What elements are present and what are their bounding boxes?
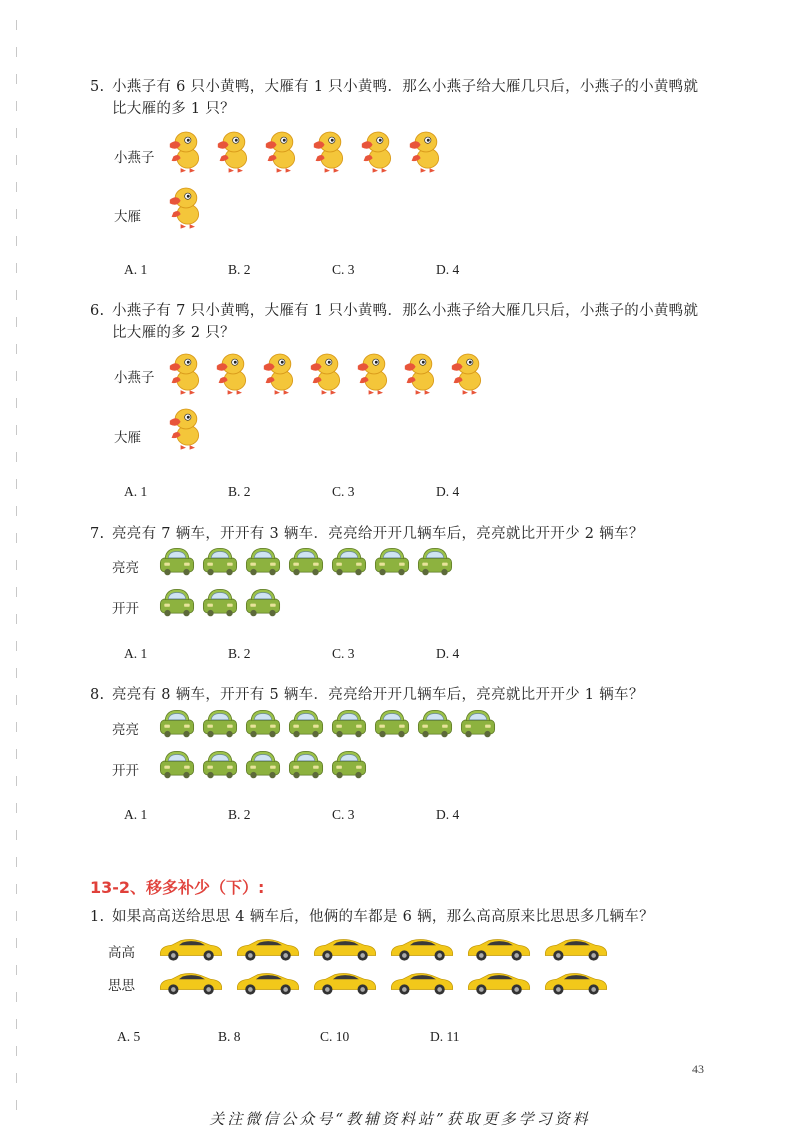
option-b[interactable]: B. 2 bbox=[228, 807, 251, 822]
section-title: 13-2、移多补少（下）: bbox=[90, 878, 265, 897]
green-car-icon bbox=[244, 585, 282, 619]
duck-icon bbox=[215, 350, 251, 396]
question-text-line1: 如果高高送给思思 4 辆车后，他俩的车都是 6 辆，那么高高原来比思思多几辆车？ bbox=[112, 909, 654, 925]
green-car-icon bbox=[244, 544, 282, 578]
green-car-icon bbox=[459, 706, 497, 740]
green-car-icon bbox=[416, 544, 454, 578]
yellow-car-icon bbox=[312, 936, 378, 962]
question-text-line1: 亮亮有 8 辆车，开开有 5 辆车．亮亮给开开几辆车后，亮亮就比开开少 1 辆车？ bbox=[112, 687, 644, 703]
option-b[interactable]: B. 2 bbox=[228, 262, 251, 277]
yellow-car-icon bbox=[158, 936, 224, 962]
option-c[interactable]: C. 3 bbox=[332, 484, 355, 499]
green-car-icon bbox=[201, 747, 239, 781]
question-text-line2: 比大雁的多 1 只？ bbox=[112, 101, 235, 117]
green-car-icon bbox=[330, 706, 368, 740]
question-number: 1. bbox=[90, 909, 105, 925]
row-label: 开开 bbox=[112, 763, 139, 779]
green-car-icon bbox=[244, 706, 282, 740]
option-c[interactable]: C. 10 bbox=[320, 1029, 350, 1044]
green-car-icon bbox=[287, 706, 325, 740]
option-a[interactable]: A. 5 bbox=[117, 1029, 141, 1044]
duck-icon bbox=[168, 184, 204, 230]
green-car-icon bbox=[287, 544, 325, 578]
duck-icon bbox=[262, 350, 298, 396]
green-car-icon bbox=[287, 747, 325, 781]
green-car-icon bbox=[201, 706, 239, 740]
duck-icon bbox=[168, 128, 204, 174]
duck-icon bbox=[264, 128, 300, 174]
option-a[interactable]: A. 1 bbox=[124, 646, 148, 661]
row-label: 高高 bbox=[108, 945, 135, 961]
green-car-icon bbox=[201, 585, 239, 619]
question-number: 8. bbox=[90, 687, 105, 703]
question-text-line1: 亮亮有 7 辆车，开开有 3 辆车．亮亮给开开几辆车后，亮亮就比开开少 2 辆车？ bbox=[112, 526, 644, 542]
option-a[interactable]: A. 1 bbox=[124, 262, 148, 277]
duck-icon bbox=[168, 405, 204, 451]
page-number: 43 bbox=[692, 1062, 704, 1076]
option-c[interactable]: C. 3 bbox=[332, 262, 355, 277]
yellow-car-icon bbox=[543, 936, 609, 962]
yellow-car-icon bbox=[158, 970, 224, 996]
row-label: 小燕子 bbox=[114, 150, 155, 166]
green-car-icon bbox=[244, 747, 282, 781]
option-d[interactable]: D. 11 bbox=[430, 1029, 460, 1044]
green-car-icon bbox=[416, 706, 454, 740]
option-c[interactable]: C. 3 bbox=[332, 646, 355, 661]
row-label: 小燕子 bbox=[114, 370, 155, 386]
yellow-car-icon bbox=[235, 936, 301, 962]
footer-note: 关注微信公众号“教辅资料站”获取更多学习资料 bbox=[209, 1110, 591, 1128]
question-8 bbox=[90, 684, 644, 706]
option-b[interactable]: B. 2 bbox=[228, 484, 251, 499]
duck-icon bbox=[360, 128, 396, 174]
duck-icon bbox=[309, 350, 345, 396]
row-label: 亮亮 bbox=[112, 560, 139, 576]
row-label: 开开 bbox=[112, 601, 139, 617]
green-car-icon bbox=[158, 544, 196, 578]
option-d[interactable]: D. 4 bbox=[436, 484, 460, 499]
green-car-icon bbox=[158, 747, 196, 781]
row-label: 思思 bbox=[108, 978, 135, 994]
section-question-1 bbox=[90, 906, 654, 928]
question-6 bbox=[90, 300, 698, 344]
question-text-line1: 小燕子有 7 只小黄鸭，大雁有 1 只小黄鸭．那么小燕子给大雁几只后，小燕子的小黄鸭就 bbox=[112, 303, 699, 319]
row-label: 亮亮 bbox=[112, 722, 139, 738]
green-car-icon bbox=[158, 706, 196, 740]
option-c[interactable]: C. 3 bbox=[332, 807, 355, 822]
option-d[interactable]: D. 4 bbox=[436, 646, 460, 661]
option-d[interactable]: D. 4 bbox=[436, 262, 460, 277]
option-a[interactable]: A. 1 bbox=[124, 807, 148, 822]
yellow-car-icon bbox=[466, 936, 532, 962]
green-car-icon bbox=[330, 747, 368, 781]
yellow-car-icon bbox=[235, 970, 301, 996]
row-label: 大雁 bbox=[114, 430, 141, 446]
option-b[interactable]: B. 2 bbox=[228, 646, 251, 661]
question-number: 5. bbox=[90, 79, 105, 95]
duck-icon bbox=[450, 350, 486, 396]
yellow-car-icon bbox=[466, 970, 532, 996]
yellow-car-icon bbox=[389, 936, 455, 962]
green-car-icon bbox=[373, 544, 411, 578]
option-b[interactable]: B. 8 bbox=[218, 1029, 241, 1044]
duck-icon bbox=[403, 350, 439, 396]
duck-icon bbox=[168, 350, 204, 396]
row-label: 大雁 bbox=[114, 209, 141, 225]
question-number: 6. bbox=[90, 303, 105, 319]
question-text-line1: 小燕子有 6 只小黄鸭，大雁有 1 只小黄鸭．那么小燕子给大雁几只后，小燕子的小黄鸭就 bbox=[112, 79, 699, 95]
duck-icon bbox=[408, 128, 444, 174]
green-car-icon bbox=[158, 585, 196, 619]
yellow-car-icon bbox=[543, 970, 609, 996]
duck-icon bbox=[356, 350, 392, 396]
binding-holes bbox=[0, 0, 22, 1131]
question-text-line2: 比大雁的多 2 只？ bbox=[112, 325, 235, 341]
option-d[interactable]: D. 4 bbox=[436, 807, 460, 822]
yellow-car-icon bbox=[389, 970, 455, 996]
duck-icon bbox=[312, 128, 348, 174]
question-number: 7. bbox=[90, 526, 105, 542]
green-car-icon bbox=[201, 544, 239, 578]
question-7 bbox=[90, 523, 644, 545]
option-a[interactable]: A. 1 bbox=[124, 484, 148, 499]
yellow-car-icon bbox=[312, 970, 378, 996]
green-car-icon bbox=[373, 706, 411, 740]
green-car-icon bbox=[330, 544, 368, 578]
duck-icon bbox=[216, 128, 252, 174]
question-5 bbox=[90, 76, 698, 120]
